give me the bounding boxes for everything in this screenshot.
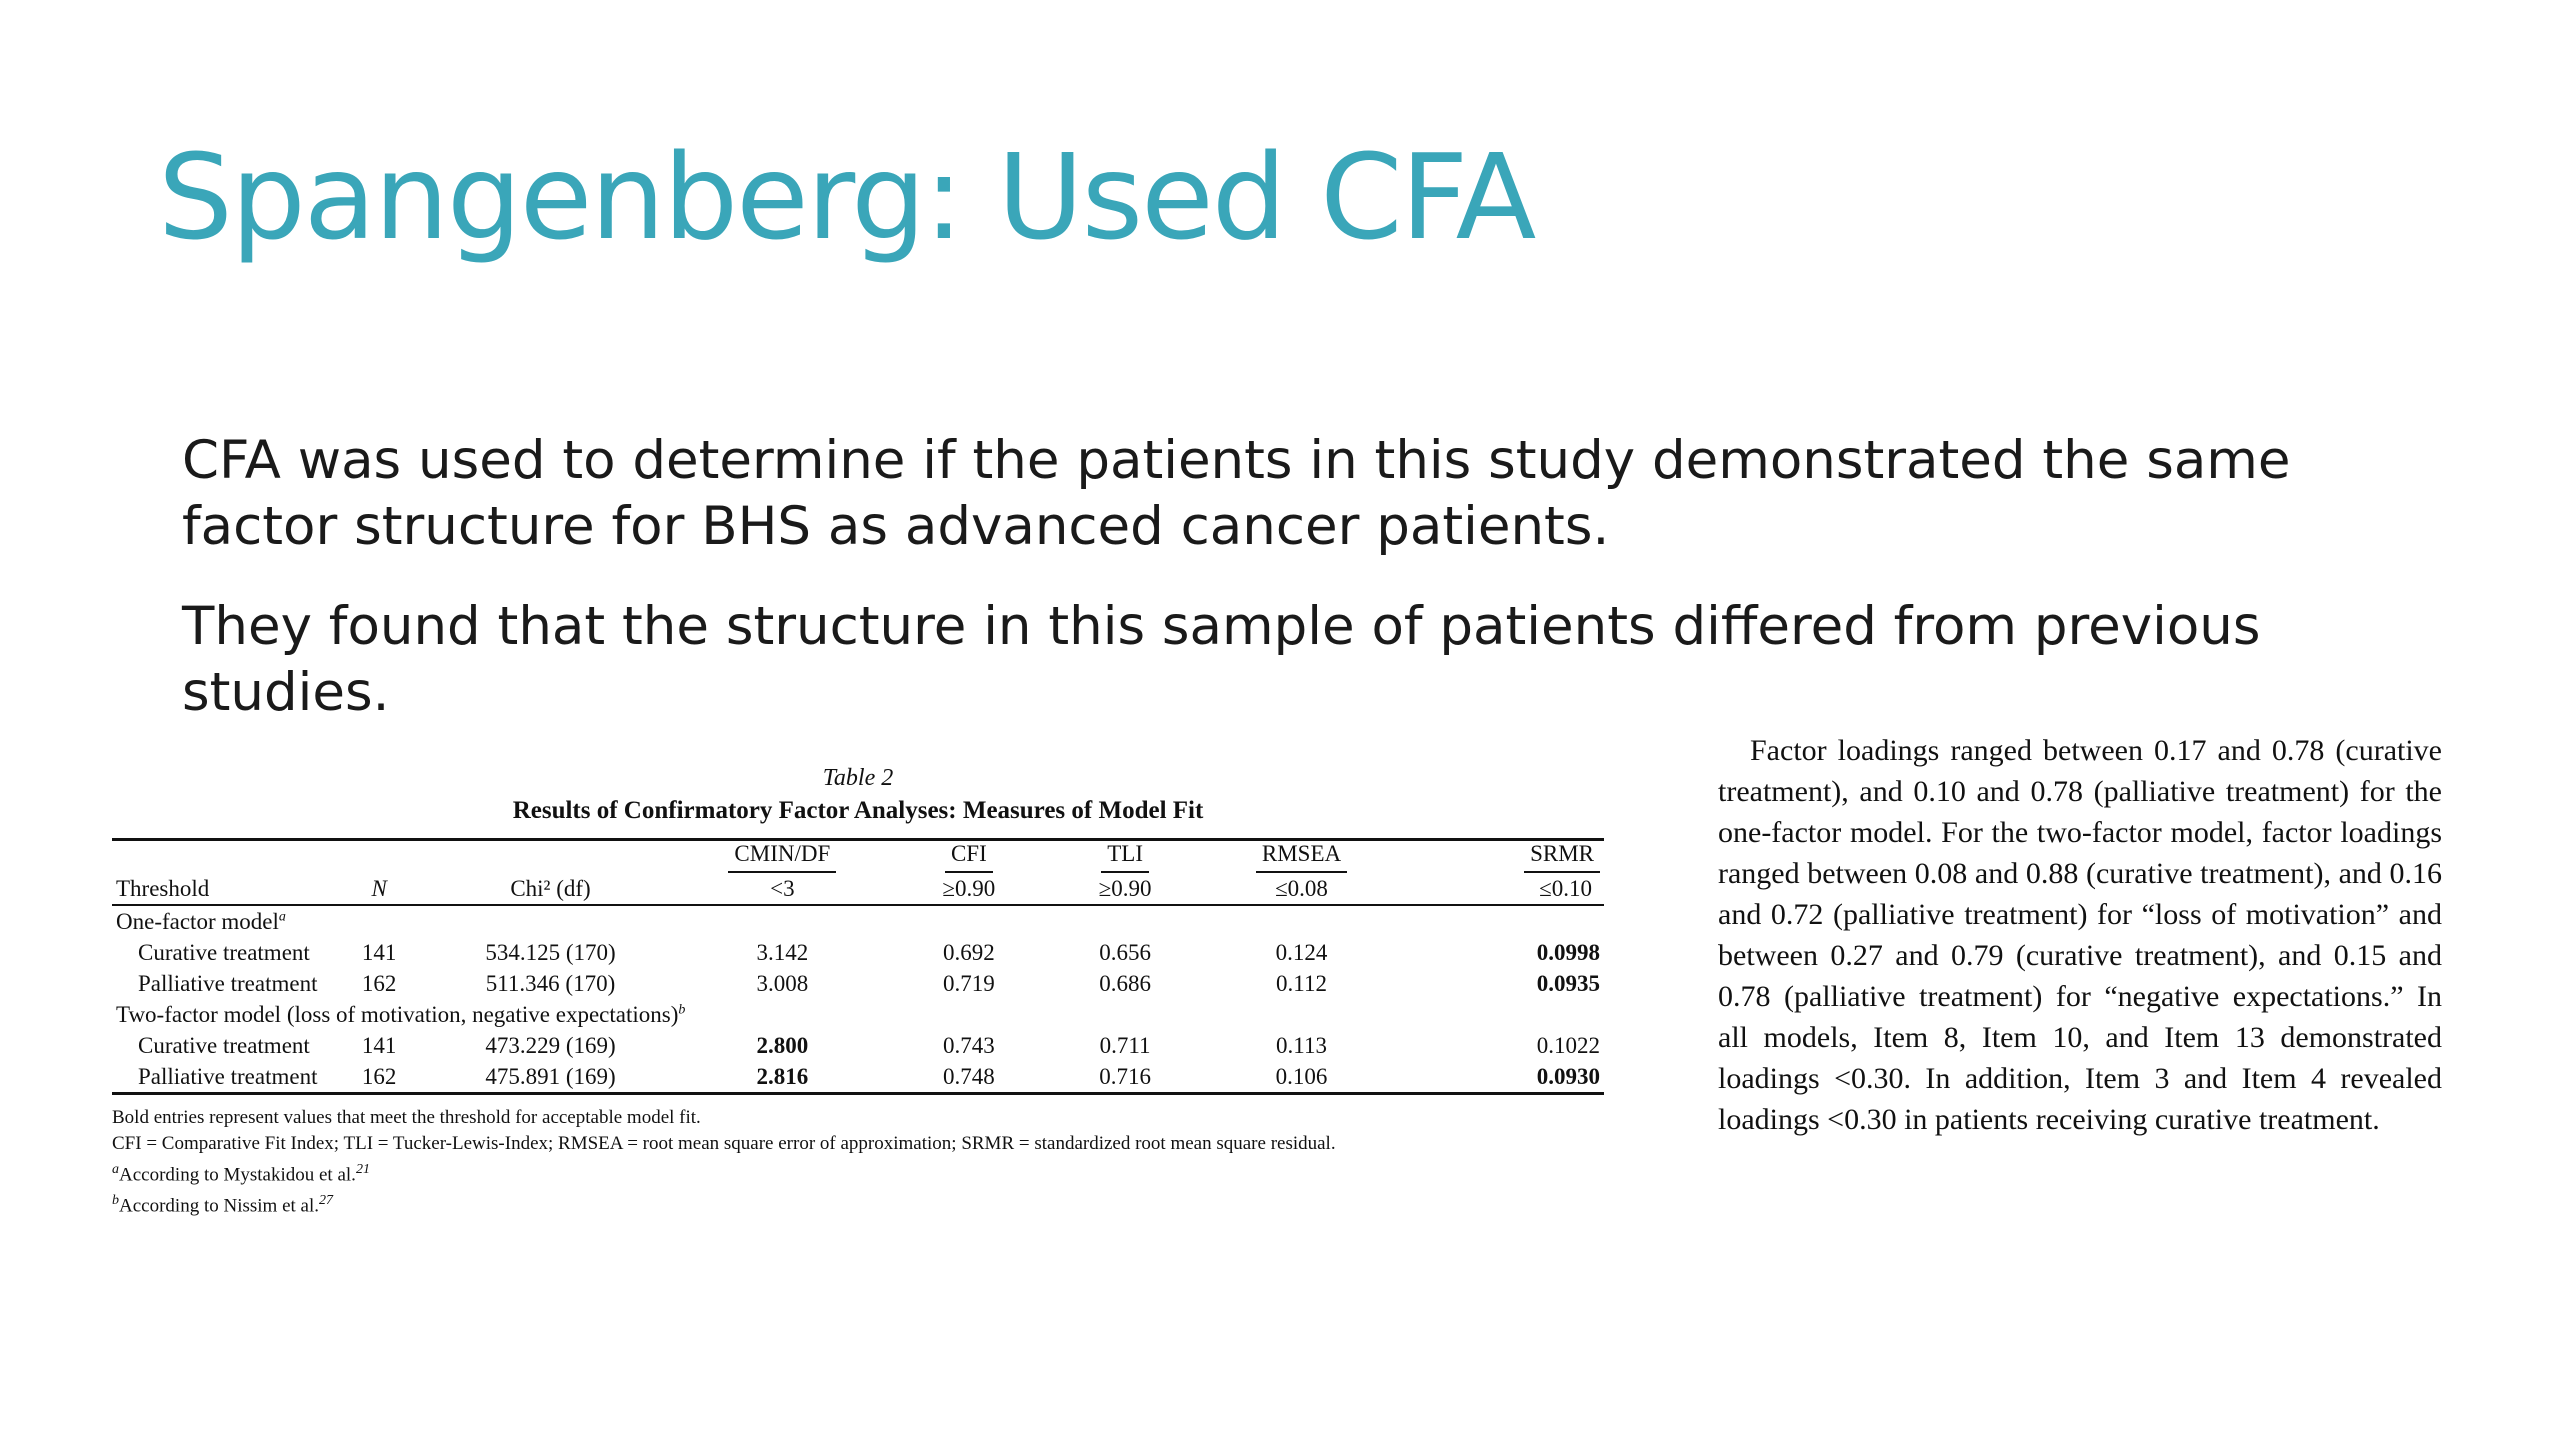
cell-cfi: 0.692	[942, 939, 995, 965]
cell-n: 162	[361, 970, 397, 996]
table-note: Bold entries represent values that meet the threshold for acceptable model fit.	[112, 1107, 701, 1128]
column-header: RMSEA	[1256, 841, 1347, 873]
model-fit-table	[112, 838, 1604, 1095]
cell-srmr: 0.0998	[1536, 939, 1600, 965]
table-row	[112, 968, 1604, 999]
column-header: CMIN/DF	[728, 841, 836, 873]
cell-n: 141	[361, 1032, 397, 1058]
threshold-label: Threshold	[116, 875, 210, 901]
cell-tli: 0.711	[1099, 1032, 1151, 1058]
table-number: Table 2	[822, 765, 894, 791]
cell-cfi: 0.743	[942, 1032, 995, 1058]
cell-cmin: 3.142	[756, 939, 809, 965]
body-paragraph: They found that the structure in this sample of patients differed from previous studies.	[182, 596, 2261, 723]
threshold-value: ≥0.90	[942, 875, 996, 901]
row-label: Palliative treatment	[138, 1063, 318, 1089]
table-note: CFI = Comparative Fit Index; TLI = Tucker-Lewis-Index; RMSEA = root mean square error of approximation; SRMR = standardized root mean square residual.	[112, 1133, 1336, 1154]
column-header: CFI	[945, 841, 993, 873]
table-row	[112, 1061, 1604, 1094]
metric-header-row	[112, 840, 1604, 874]
cell-chi: 475.891 (169)	[485, 1063, 616, 1089]
table-footnote: $^a$According to Mystakidou et al.$^{21}$	[112, 1162, 370, 1186]
table-footnote: $^b$According to Nissim et al.$^{27}$	[112, 1193, 333, 1217]
table-title: Results of Confirmatory Factor Analyses: Measures of Model Fit	[512, 797, 1204, 824]
cell-cfi: 0.748	[942, 1063, 995, 1089]
cell-chi: 511.346 (170)	[485, 970, 616, 996]
chi-header: Chi² (df)	[510, 875, 591, 901]
threshold-value: ≤0.08	[1275, 875, 1328, 901]
cell-cmin: 3.008	[756, 970, 809, 996]
table-row	[112, 937, 1604, 968]
cell-cfi: 0.719	[942, 970, 995, 996]
threshold-value: <3	[770, 875, 795, 901]
cell-srmr: 0.0930	[1536, 1063, 1600, 1089]
cell-tli: 0.716	[1099, 1063, 1151, 1089]
cell-tli: 0.686	[1099, 970, 1151, 996]
cell-srmr: 0.1022	[1536, 1032, 1600, 1058]
threshold-value: ≤0.10	[1539, 875, 1592, 901]
threshold-row	[112, 873, 1604, 905]
cell-rmsea: 0.106	[1275, 1063, 1328, 1089]
body-paragraph: CFA was used to determine if the patients in this study demonstrated the same factor structure for BHS as advanced cancer patients.	[182, 430, 2291, 557]
footnote-mark: a	[278, 908, 286, 924]
column-header: SRMR	[1524, 841, 1600, 873]
factor-loadings-paragraph: Factor loadings ranged between 0.17 and 0.78 (curative treatment), and 0.10 and 0.78 (palliative treatment) for the one-factor model. For the two-factor model, factor loadings ranged between 0.08 and 0.88 (curative treatment), and 0.16 and 0.72 (palliative treatment) for “loss of motivation” and between 0.27 and 0.79 (curative treatment), and 0.15 and 0.78 (palliative treatment) for “negative expectations.” In all models, Item 8, Item 10, and Item 13 demonstrated loadings <0.30. In addition, Item 3 and Item 4 revealed loadings <0.30 in patients receiving curative treatment.	[1718, 734, 2442, 1136]
group-label: Two-factor model (loss of motivation, negative expectations)	[116, 1001, 679, 1027]
group-row	[112, 999, 1604, 1030]
footnote-mark: b	[678, 1001, 686, 1017]
cell-rmsea: 0.124	[1275, 939, 1328, 965]
threshold-value: ≥0.90	[1098, 875, 1152, 901]
cell-chi: 473.229 (169)	[485, 1032, 616, 1058]
table-row	[112, 1030, 1604, 1061]
column-header: TLI	[1101, 841, 1149, 873]
cell-chi: 534.125 (170)	[485, 939, 616, 965]
row-label: Curative treatment	[138, 1032, 310, 1058]
group-label: One-factor model	[116, 908, 279, 934]
row-label: Curative treatment	[138, 939, 310, 965]
cell-cmin: 2.800	[756, 1032, 809, 1058]
cell-cmin: 2.816	[756, 1063, 809, 1089]
slide-body	[182, 428, 2422, 760]
results-table-figure	[112, 762, 1604, 1220]
row-label: Palliative treatment	[138, 970, 318, 996]
slide-title: Spangenberg: Used CFA	[158, 128, 1535, 266]
cell-n: 141	[361, 939, 397, 965]
group-row	[112, 905, 1604, 937]
table-notes	[112, 1105, 1604, 1220]
cell-n: 162	[361, 1063, 397, 1089]
cell-tli: 0.656	[1099, 939, 1151, 965]
cell-rmsea: 0.113	[1276, 1032, 1327, 1058]
n-header: N	[371, 875, 387, 901]
cell-rmsea: 0.112	[1276, 970, 1327, 996]
cell-srmr: 0.0935	[1536, 970, 1600, 996]
